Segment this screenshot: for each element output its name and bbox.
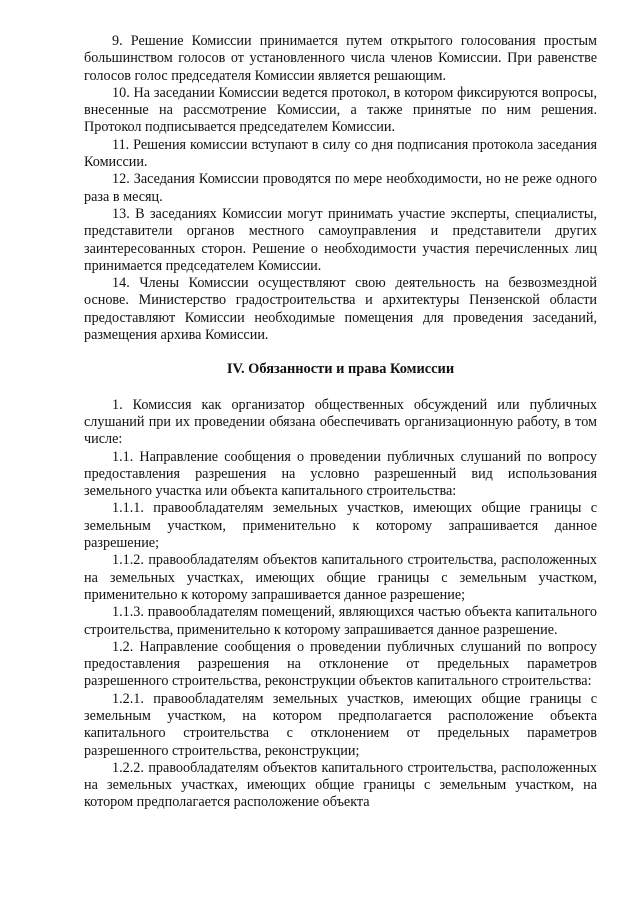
paragraph-9: 9. Решение Комиссии принимается путем открытого голосования простым большинством голосов от установленного числа членов Комиссии. При равенстве голосов голос председателя Комиссии является решающим. bbox=[84, 33, 597, 84]
paragraph-12: 12. Заседания Комиссии проводятся по мере необходимости, но не реже одного раза в месяц. bbox=[84, 171, 597, 205]
paragraph-11: 11. Решения комиссии вступают в силу со дня подписания протокола заседания Комиссии. bbox=[84, 136, 597, 171]
paragraph-1-1: 1.1. Направление сообщения о проведении публичных слушаний по вопросу предоставления разрешения на условно разрешенный вид использования земельного участка или объекта капитального строительства: bbox=[84, 448, 597, 500]
paragraph-10: 10. На заседании Комиссии ведется протокол, в котором фиксируются вопросы, внесенные на рассмотрение Комиссии, а также принятые по ним решения. Протокол подписывается председателем Комиссии. bbox=[84, 84, 597, 136]
paragraph-1-2: 1.2. Направление сообщения о проведении публичных слушаний по вопросу предоставления разрешения на отклонение от предельных параметров разрешенного строительства, реконструкции объектов капитального строительства: bbox=[84, 638, 597, 690]
document-page bbox=[84, 33, 597, 812]
paragraph-1-1-2: 1.1.2. правообладателям объектов капитального строительства, расположенных на земельных участках, имеющих общие границы с земельным участком, применительно к которому запрашивается данное разрешение; bbox=[84, 552, 597, 603]
paragraph-1: 1. Комиссия как организатор общественных обсуждений или публичных слушаний при их проведении обязана обеспечивать организационную работу, в том числе: bbox=[84, 396, 597, 448]
paragraph-14: 14. Члены Комиссии осуществляют свою деятельность на безвозмездной основе. Министерство градостроительства и архитектуры Пензенской области предоставляют Комиссии необходимые помещения для проведения заседаний, размещения архива Комиссии. bbox=[84, 275, 597, 344]
paragraph-1-1-1: 1.1.1. правообладателям земельных участков, имеющих общие границы с земельным участком, применительно к которому запрашивается данное разрешение; bbox=[84, 500, 597, 552]
section-heading: IV. Обязанности и права Комиссии bbox=[226, 361, 455, 378]
paragraph-1-1-3: 1.1.3. правообладателям помещений, являющихся частью объекта капитального строительства, применительно к которому запрашивается данное разрешение. bbox=[84, 604, 597, 638]
paragraph-13: 13. В заседаниях Комиссии могут принимать участие эксперты, специалисты, представители органов местного самоуправления и представители других заинтересованных сторон. Решение о необходимости участия перечисленных лиц принимается председателем Комиссии. bbox=[84, 205, 597, 274]
paragraph-1-2-2: 1.2.2. правообладателям объектов капитального строительства, расположенных на земельных участках, имеющих общие границы с земельным участком, на котором предполагается расположение объекта bbox=[84, 759, 597, 811]
paragraph-1-2-1: 1.2.1. правообладателям земельных участков, имеющих общие границы с земельным участком, на котором предполагается расположение объекта капитального строительства с отклонением от предельных параметров разрешенного строительства, реконструкции; bbox=[84, 690, 597, 759]
